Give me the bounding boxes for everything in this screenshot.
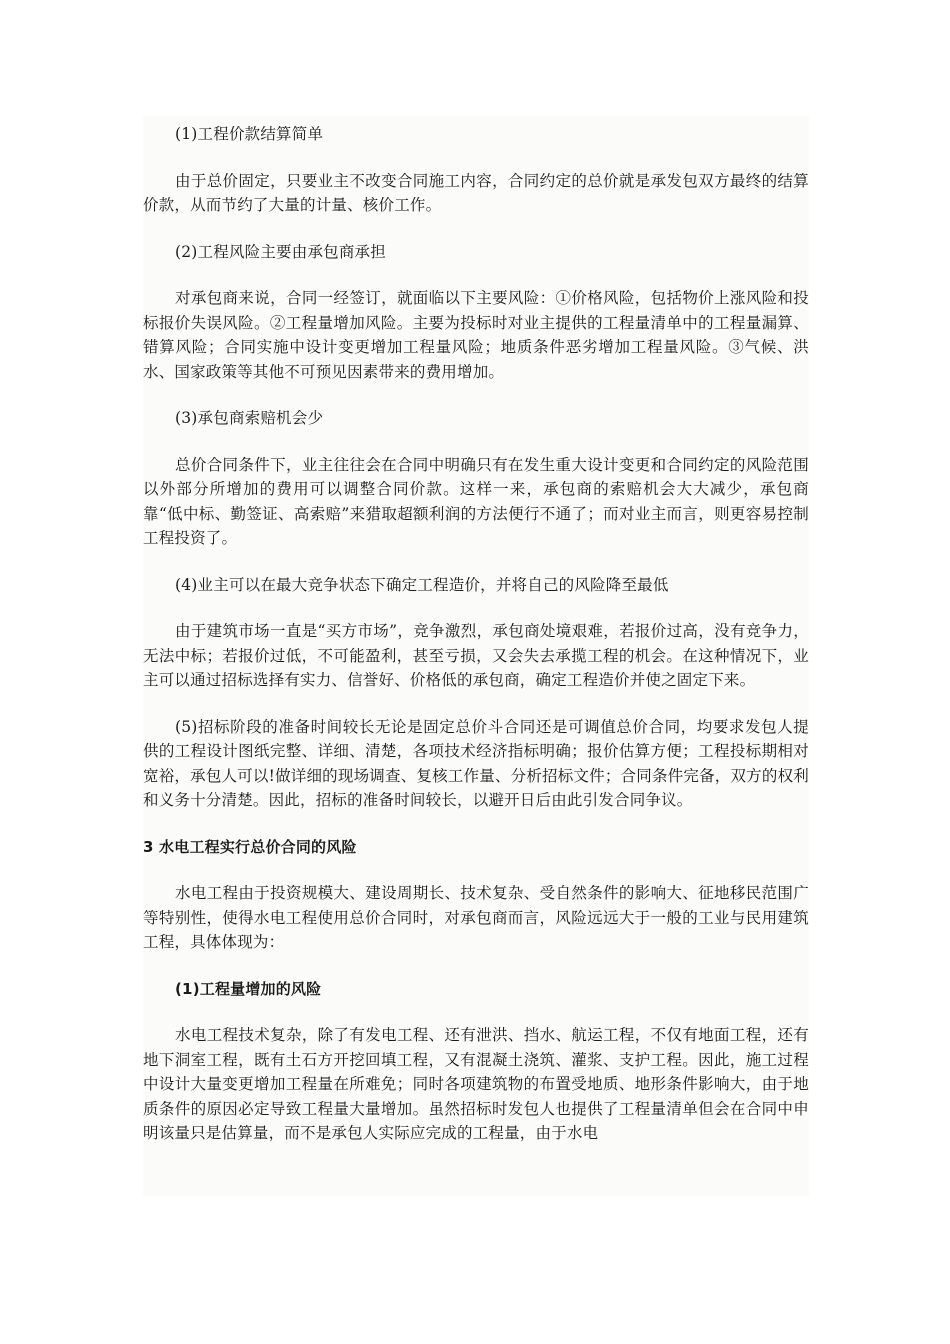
item-heading-3: (3)承包商索赔机会少 (175, 409, 324, 427)
paragraph: 水电工程由于投资规模大、建设周期长、技术复杂、受自然条件的影响大、征地移民范围广等特别性，使得水电工程使用总价合同时，对承包商而言，风险远远大于一般的工业与民用建筑工程，具体体现为： (143, 884, 809, 951)
item-heading-4: (4)业主可以在最大竞争状态下确定工程造价，并将自己的风险降至最低 (175, 575, 669, 594)
paragraph: 由于总价固定，只要业主不改变合同施工内容，合同约定的总价就是承发包双方最终的结算价款，从而节约了大量的计量、核价工作。 (143, 171, 809, 214)
paragraph: 水电工程技术复杂，除了有发电工程、还有泄洪、挡水、航运工程，不仅有地面工程，还有地下洞室工程，既有土石方开挖回填工程，又有混凝土浇筑、灌浆、支护工程。因此，施工过程中设计大量变更增加工程量在所难免；同时各项建筑物的布置受地质、地形条件影响大，由于地质条件的原因必定导致工程量大量增加。虽然招标时发包人也提供了工程量清单但会在合同中申明该量只是估算量，而不是承包人实际应完成的工程量，由于水电 (143, 1026, 809, 1142)
section-heading: 3 水电工程实行总价合同的风险 (143, 837, 357, 856)
paragraph: 总价合同条件下，业主往往会在合同中明确只有在发生重大设计变更和合同约定的风险范围以外部分所增加的费用可以调整合同价款。这样一来，承包商的索赔机会大大减少，承包商靠“低中标、勤签证、高索赔”来猎取超额利润的方法便行不通了；而对业主而言，则更容易控制工程投资了。 (143, 455, 809, 547)
item-heading-2: (2)工程风险主要由承包商承担 (175, 242, 386, 261)
subsection-heading: (1)工程量增加的风险 (175, 979, 322, 998)
paragraph: 对承包商来说，合同一经签订，就面临以下主要风险：①价格风险，包括物价上涨风险和投标报价失误风险。②工程量增加风险。主要为投标时对业主提供的工程量清单中的工程量漏算、错算风险；合同实施中设计变更增加工程量风险；地质条件恶劣增加工程量风险。③气候、洪水、国家政策等其他不可预见因素带来的费用增加。 (143, 289, 809, 381)
document-body (143, 116, 809, 1196)
paragraph: 由于建筑市场一直是“买方市场”，竞争激烈，承包商处境艰难，若报价过高，没有竞争力，无法中标；若报价过低，不可能盈利，甚至亏损，又会失去承揽工程的机会。在这种情况下，业主可以通过招标选择有实力、信誉好、价格低的承包商，确定工程造价并使之固定下来。 (143, 622, 809, 689)
item-heading-1: (1)工程价款结算简单 (175, 125, 324, 143)
paragraph: (5)招标阶段的准备时间较长无论是固定总价斗合同还是可调值总价合同，均要求发包人提供的工程设计图纸完整、详细、清楚，各项技术经济指标明确；报价估算方便；工程投标期相对宽裕，承包人可以!做详细的现场调查、复核工作量、分析招标文件；合同条件完备，双方的权利和义务十分清楚。因此，招标的准备时间较长，以避开日后由此引发合同争议。 (143, 717, 809, 809)
